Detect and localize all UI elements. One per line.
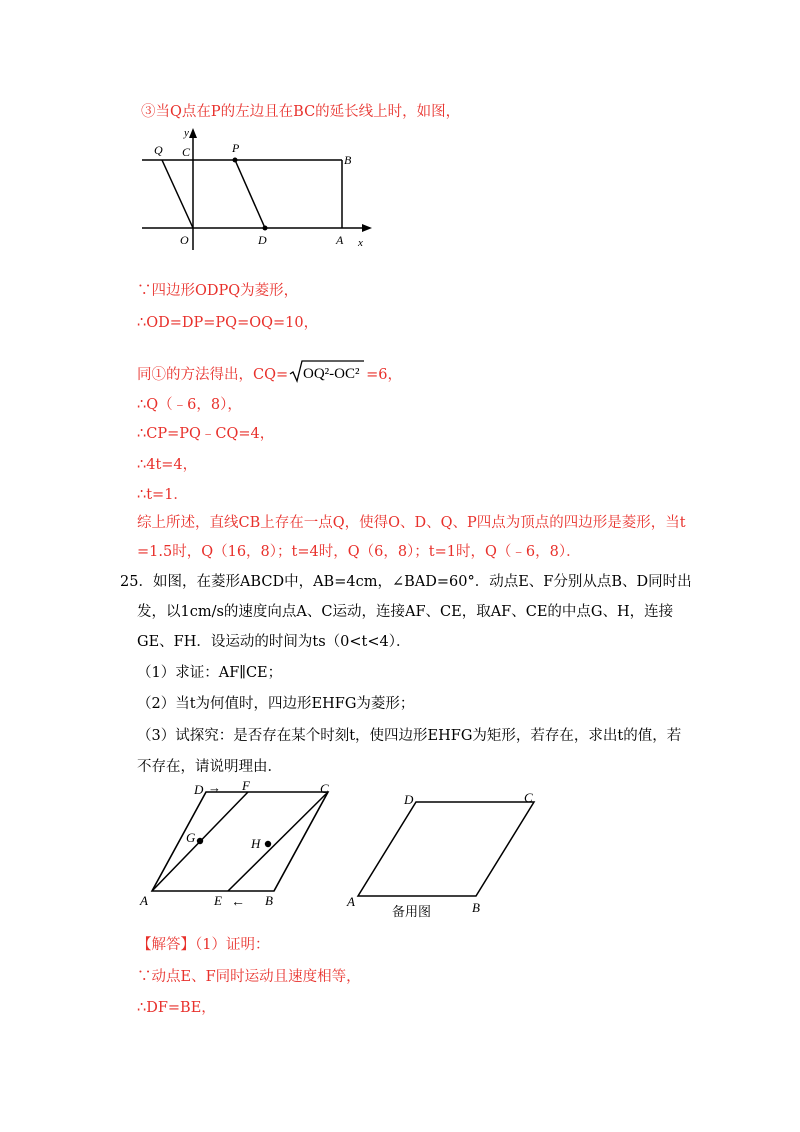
rhombus-abcd <box>152 792 328 891</box>
point-d <box>263 226 268 231</box>
x-axis-arrow <box>362 224 372 232</box>
arrow-left: ← <box>231 895 245 906</box>
label-p: P <box>232 141 240 155</box>
line-t: ∴t=1． <box>137 487 188 503</box>
figure-coordinate-diagram <box>140 122 380 252</box>
answer-heading: 【解答】（1）证明： <box>137 937 270 953</box>
same-method-prefix: 同①的方法得出，CQ= <box>137 367 289 383</box>
label-f: F <box>242 778 250 793</box>
label-g: G <box>186 830 196 845</box>
line-4t: ∴4t=4， <box>137 457 198 473</box>
figure-spare-rhombus <box>344 788 544 918</box>
label-x: x <box>358 237 363 249</box>
label-b: B <box>265 893 273 906</box>
figure-rhombus-moving-points <box>138 776 338 906</box>
problem25-q2: （2）当t为何值时，四边形EHFG为菱形； <box>137 696 415 712</box>
label-c: C <box>320 781 329 796</box>
segment-pd <box>235 160 265 228</box>
rhombus-spare <box>358 802 534 896</box>
label-d: D <box>194 782 204 797</box>
line-cp: ∴CP=PQ﹣CQ=4， <box>137 426 275 442</box>
segment-ce <box>228 792 328 891</box>
sqrt-expression <box>288 359 366 389</box>
label-c: C <box>182 145 191 159</box>
segment-qo <box>162 160 193 228</box>
label-a: A <box>347 894 355 909</box>
summary-line-2: =1.5时，Q（16，8）；t=4时，Q（6，8）；t=1时，Q（﹣6，8）． <box>137 544 581 560</box>
point-p <box>233 158 238 163</box>
sqrt-inner: OQ²-OC² <box>303 366 360 382</box>
label-o: O <box>180 233 189 247</box>
problem25-q3a: （3）试探究：是否存在某个时刻t，使四边形EHFG为矩形，若存在，求出t的值，若 <box>137 728 682 744</box>
answer-line2: ∴DF=BE， <box>137 1000 216 1016</box>
label-b: B <box>344 153 352 167</box>
label-d: D <box>258 233 267 247</box>
label-y: y <box>184 127 189 139</box>
case3-heading: ③当Q点在P的左边且在BC的延长线上时，如图， <box>141 104 461 120</box>
arrow-right: → <box>208 780 221 795</box>
label-h: H <box>251 836 261 851</box>
point-g <box>197 838 203 844</box>
problem25-line3: GE、FH．设运动的时间为ts（0<t<4）． <box>137 634 411 650</box>
problem25-line1: 25．如图，在菱形ABCD中，AB=4cm，∠BAD=60°．动点E、F分别从点B、D同时出 <box>120 574 692 590</box>
line-same-method <box>137 359 402 389</box>
point-h <box>265 841 271 847</box>
line-equal-sides: ∴OD=DP=PQ=OQ=10， <box>137 315 319 331</box>
label-e: E <box>214 893 222 906</box>
line-q-coord: ∴Q（﹣6，8）， <box>137 397 242 413</box>
label-q: Q <box>154 143 163 157</box>
summary-line-1: 综上所述，直线CB上存在一点Q，使得O、D、Q、P四点为顶点的四边形是菱形，当t <box>137 515 686 531</box>
answer-line1: ∵动点E、F同时运动且速度相等， <box>137 969 361 985</box>
label-a: A <box>140 893 148 906</box>
same-method-suffix: =6， <box>366 367 403 383</box>
label-a: A <box>336 233 344 247</box>
label-b: B <box>472 900 480 915</box>
line-because-rhombus: ∵四边形ODPQ为菱形， <box>137 283 299 299</box>
problem25-q1: （1）求证：AF∥CE； <box>137 665 283 681</box>
problem25-q3b: 不存在，请说明理由． <box>137 759 282 775</box>
y-axis-arrow <box>189 128 197 138</box>
label-d: D <box>404 792 414 807</box>
label-c: C <box>524 790 533 805</box>
problem25-line2: 发，以1cm/s的速度向点A、C运动，连接AF、CE，取AF、CE的中点G、H，连接 <box>137 604 674 620</box>
caption-spare-figure: 备用图 <box>392 905 432 918</box>
